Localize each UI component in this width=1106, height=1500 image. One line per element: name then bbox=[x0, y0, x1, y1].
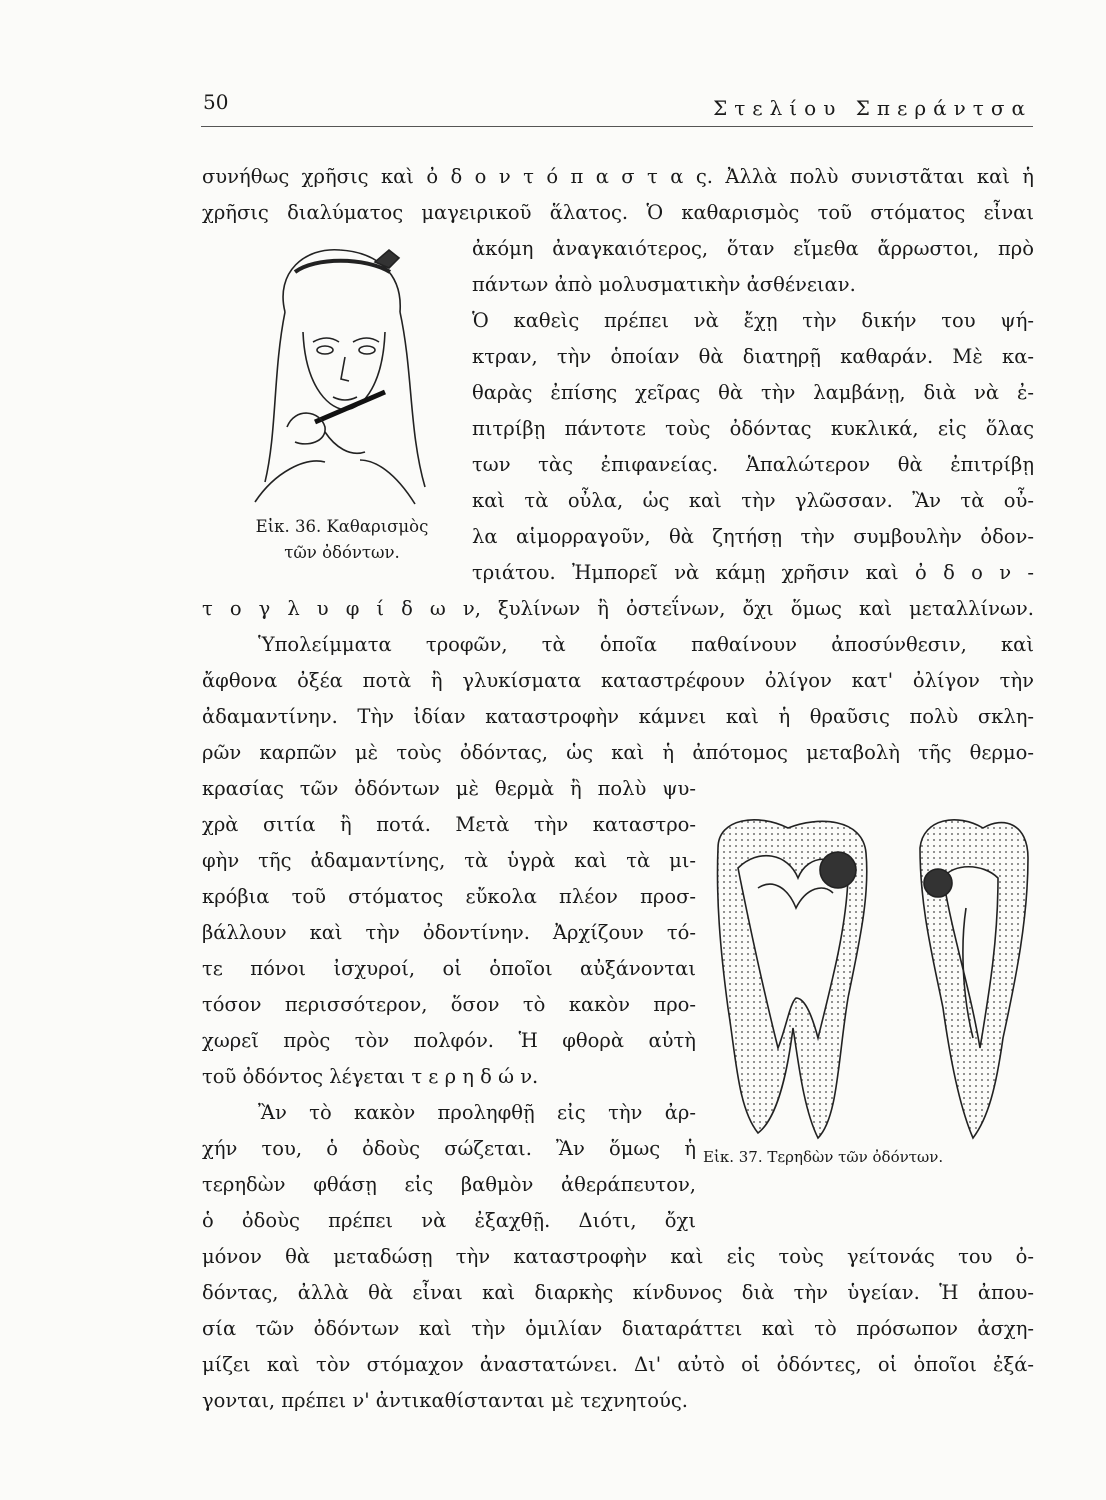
text-line: πιτρίβῃ πάντοτε τοὺς ὀδόντας κυκλικά, εἰς ὅλας bbox=[472, 417, 1034, 440]
text-line: δόντας, ἀλλὰ θὰ εἶναι καὶ διαρκὴς κίνδυνος διὰ τὴν ὑγείαν. Ἡ ἀπου- bbox=[202, 1281, 1034, 1304]
page-number: 50 bbox=[203, 90, 229, 114]
text-line: Ὑπολείμματα τροφῶν, τὰ ὁποῖα παθαίνουν ἀποσύνθεσιν, καὶ bbox=[258, 633, 1034, 656]
text-line: καὶ τὰ οὖλα, ὡς καὶ τὴν γλῶσσαν. Ἂν τὰ οὖ- bbox=[472, 489, 1034, 512]
text-line: τε πόνοι ἰσχυροί, οἱ ὁποῖοι αὐξάνονται bbox=[202, 957, 696, 980]
text-line: ὁ ὀδοὺς πρέπει νὰ ἐξαχθῇ. Διότι, ὄχι bbox=[202, 1209, 696, 1232]
text-line: ἀδαμαντίνην. Τὴν ἰδίαν καταστροφὴν κάμνει καὶ ἡ θραῦσις πολὺ σκλη- bbox=[202, 705, 1034, 728]
text-line: φὴν τῆς ἀδαμαντίνης, τὰ ὑγρὰ καὶ τὰ μι- bbox=[202, 849, 696, 872]
text-line: χρῆσις διαλύματος μαγειρικοῦ ἅλατος. Ὁ καθαρισμὸς τοῦ στόματος εἶναι bbox=[202, 201, 1034, 224]
text-line: θαρὰς ἐπίσης χεῖρας θὰ τὴν λαμβάνῃ, διὰ νὰ ἐ- bbox=[472, 381, 1034, 404]
text-line: γονται, πρέπει ν' ἀντικαθίστανται μὲ τεχνητούς. bbox=[202, 1389, 689, 1412]
text-line: βάλλουν καὶ τὴν ὀδοντίνην. Ἀρχίζουν τό- bbox=[202, 921, 696, 944]
figure-36-caption bbox=[222, 514, 462, 566]
running-head: Στελίου Σπεράντσα bbox=[713, 96, 1032, 120]
text-line: χρὰ σιτία ἢ ποτά. Μετὰ τὴν καταστρο- bbox=[202, 813, 696, 836]
text-line: σία τῶν ὀδόντων καὶ τὴν ὁμιλίαν διαταράττει καὶ τὸ πρόσωπον ἀσχη- bbox=[202, 1317, 1034, 1340]
text-line: λα αἱμορραγοῦν, θὰ ζητήσῃ τὴν συμβουλὴν ὀδον- bbox=[472, 525, 1034, 548]
text-line: κρασίας τῶν ὀδόντων μὲ θερμὰ ἢ πολὺ ψυ- bbox=[202, 777, 696, 800]
text-line: Ὁ καθεὶς πρέπει νὰ ἔχῃ τὴν δικήν του ψή- bbox=[472, 309, 1034, 332]
figure-37-tooth-decay-illustration bbox=[698, 808, 1038, 1146]
figure-37-caption: Εἰκ. 37. Τερηδὼν τῶν ὀδόντων. bbox=[703, 1148, 944, 1166]
figure-36-toothbrushing-illustration bbox=[225, 232, 450, 522]
header-rule bbox=[201, 126, 1033, 127]
text-line: κρόβια τοῦ στόματος εὔκολα πλέον προσ- bbox=[202, 885, 696, 908]
text-line: Ἂν τὸ κακὸν προληφθῇ εἰς τὴν ἀρ- bbox=[258, 1101, 696, 1124]
text-line: ἀκόμη ἀναγκαιότερος, ὅταν εἴμεθα ἄρρωστοι, πρὸ bbox=[472, 237, 1034, 260]
text-line: μίζει καὶ τὸν στόμαχον ἀναστατώνει. Δι' αὐτὸ οἱ ὀδόντες, οἱ ὁποῖοι ἐξά- bbox=[202, 1353, 1034, 1376]
figure-36-caption-line2: τῶν ὀδόντων. bbox=[284, 543, 400, 562]
text-line: χήν του, ὁ ὀδοὺς σώζεται. Ἂν ὅμως ἡ bbox=[202, 1137, 696, 1160]
text-line: τερηδὼν φθάσῃ εἰς βαθμὸν ἀθεράπευτον, bbox=[202, 1173, 696, 1196]
text-line: τόσον περισσότερον, ὅσον τὸ κακὸν προ- bbox=[202, 993, 696, 1016]
text-line: ρῶν καρπῶν μὲ τοὺς ὀδόντας, ὡς καὶ ἡ ἀπότομος μεταβολὴ τῆς θερμο- bbox=[202, 741, 1034, 764]
text-line: τοῦ ὀδόντος λέγεται τ ε ρ η δ ώ ν. bbox=[202, 1065, 539, 1088]
text-line: ἄφθονα ὀξέα ποτὰ ἢ γλυκίσματα καταστρέφουν ὀλίγον κατ' ὀλίγον τὴν bbox=[202, 669, 1034, 692]
text-line: χωρεῖ πρὸς τὸν πολφόν. Ἡ φθορὰ αὐτὴ bbox=[202, 1029, 696, 1052]
text-line: κτραν, τὴν ὁποίαν θὰ διατηρῇ καθαράν. Μὲ κα- bbox=[472, 345, 1034, 368]
text-line: πάντων ἀπὸ μολυσματικὴν ἀσθένειαν. bbox=[472, 273, 856, 296]
text-line: τ ο γ λ υ φ ί δ ω ν, ξυλίνων ἢ ὀστεΐνων, ὄχι ὅμως καὶ μεταλλίνων. bbox=[202, 597, 1034, 620]
text-line: μόνον θὰ μεταδώσῃ τὴν καταστροφὴν καὶ εἰς τοὺς γείτονάς του ὀ- bbox=[202, 1245, 1034, 1268]
text-line: τριάτου. Ἠμπορεῖ νὰ κάμῃ χρῆσιν καὶ ὀ δ ο ν - bbox=[472, 561, 1034, 584]
figure-36-caption-line1: Εἰκ. 36. Καθαρισμὸς bbox=[255, 517, 429, 536]
text-line: των τὰς ἐπιφανείας. Ἁπαλώτερον θὰ ἐπιτρίβῃ bbox=[472, 453, 1034, 476]
text-line: συνήθως χρῆσις καὶ ὀ δ ο ν τ ό π α σ τ α ς. Ἀλλὰ πολὺ συνιστᾶται καὶ ἡ bbox=[202, 165, 1034, 188]
